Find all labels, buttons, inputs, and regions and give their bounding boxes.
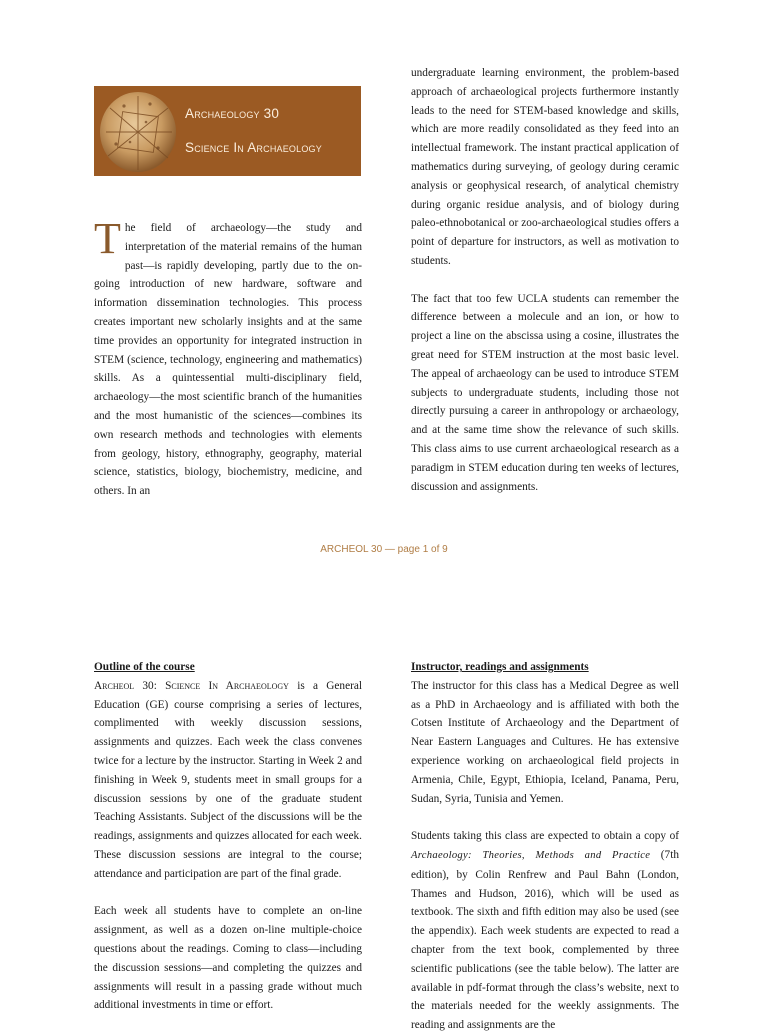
- intro-column: [94, 214, 362, 501]
- page-footer: ARCHEOL 30 — page 1 of 9: [320, 544, 448, 555]
- section-heading: Instructor, readings and assignments: [411, 661, 589, 673]
- paragraph: undergraduate learning environment, the problem-based approach of archaeological projects furthermore instantly leads to the need for STEM-based knowledge and skills, which are more readily consolidated as they feed into an intellectual framework. The instant practical application of mathematics during surveying, of geology during ceramic analysis or geophysical research, of analytical chemistry during organic residue analysis, and of biology during paleo-ethnobotanical or zoo-archaeological studies offers a point of departure for instructors, as well as motivation to students.: [411, 67, 679, 267]
- course-outline-column: [94, 658, 362, 1015]
- intro-paragraph: [94, 214, 362, 501]
- paragraph: [94, 677, 362, 884]
- paragraph: The instructor for this class has a Medical Degree as well as a PhD in Archaeology and is affiliated with both the Cotsen Institute of Archaeology and the Department of Near Eastern Languages and Cultures. He has extensive experience working on archaeological field projects in Armenia, Chile, Egypt, Ethiopia, Iceland, Panama, Peru, Sudan, Syria, Tunisia and Yemen.: [411, 679, 679, 805]
- paragraph: [411, 827, 679, 1035]
- paragraph: Each week all students have to complete an on-line assignment, as well as a dozen on-line multiple-choice questions about the readings. Coming to class—including the discussion sessions—and completing the quizzes and assignments will result in a passing grade without much additional investments in time or effort.: [94, 905, 362, 1012]
- paragraph-text: Students taking this class are expected to obtain a copy of: [411, 830, 679, 843]
- instructor-column: [411, 658, 679, 1035]
- clay-tablet-icon: [94, 86, 184, 176]
- paragraph-text: (7th edition), by Colin Renfrew and Paul Bahn (London, Thames and Hudson, 2016), which will be used as textbook. The sixth and fifth edition may also be used (see the appendix). Each week students are expected to read a chapter from the text book, complemented by three scientific publications (see the table below). The latter are available in pdf-format through the class’s website, next to the materials needed for the weekly assignments. The reading and assignments are the: [411, 848, 679, 1032]
- page1-right-column: [411, 64, 679, 496]
- drop-cap: T: [94, 214, 121, 263]
- section-heading: Outline of the course: [94, 661, 195, 673]
- book-title: Archaeology: Theories, Methods and Practice: [411, 849, 651, 861]
- course-banner: [94, 86, 361, 176]
- course-name: Archeol 30: Science In Archaeology: [94, 679, 289, 692]
- paragraph-text: is a General Education (GE) course comprising a series of lectures, complimented with weekly discussion sessions, assignments and quizzes. Each week the class convenes twice for a lecture by the instructor. Starting in Week 2 and finishing in Week 9, students meet in small groups for a discussion sessions by one of the graduate student Teaching Assistants. Subject of the discussions will be the readings, assignments and quizzes allocated for each week. These discussion sessions are integral to the course; attendance and participation are part of the final grade.: [94, 679, 362, 880]
- paragraph: The fact that too few UCLA students can remember the difference between a molecule and an ion, or how to project a line on the abscissa using a cosine, illustrates the great need for STEM instruction at the most basic level. The appeal of archaeology can be used to introduce STEM subjects to undergraduate students, including those not directly pursuing a career in anthropology or archaeology, and at the same time show the relevance of such skills. This class aims to use current archaeological research as a paradigm in STEM education during ten weeks of lectures, discussion and assignments.: [411, 292, 679, 493]
- banner-subtitle: Science In Archaeology: [185, 140, 322, 155]
- banner-title: Archaeology 30: [185, 106, 280, 121]
- intro-text: he field of archaeology—the study and interpretation of the material remains of the human past—is rapidly developing, partly due to the on-going introduction of new hardware, software and information dissemination technologies. This process creates important new scholarly insights and at the same time provides an opportunity for integrated instruction in STEM (science, technology, engineering and mathematics) skills. As a quintessential multi-disciplinary field, archaeology—the most scientific branch of the humanities and the most humanistic of the sciences—combines its own research methods and technologies with elements from geology, history, ethnography, geography, material science, statistics, biology, biochemistry, medicine, and others. In an: [94, 222, 362, 498]
